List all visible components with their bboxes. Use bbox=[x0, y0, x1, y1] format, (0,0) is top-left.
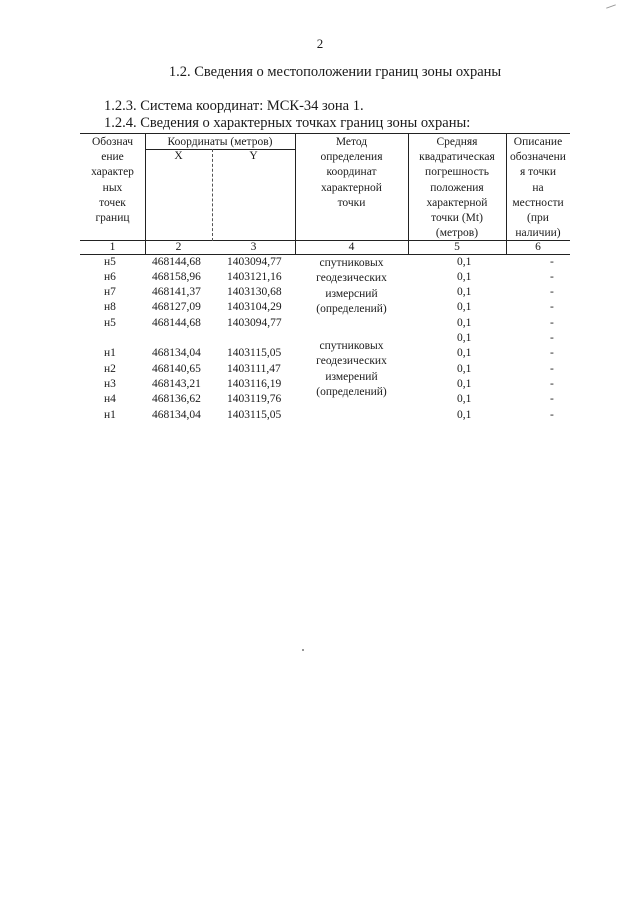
coord-y: 1403104,29 bbox=[227, 301, 282, 313]
description-value: - bbox=[550, 332, 554, 344]
coordinate-system-line: 1.2.3. Система координат: МСК-34 зона 1. bbox=[104, 98, 364, 114]
coord-x: 468134,04 bbox=[152, 347, 201, 359]
error-value: 0,1 bbox=[457, 363, 472, 375]
coord-x: 468144,68 bbox=[152, 256, 201, 268]
error-value: 0,1 bbox=[457, 409, 472, 421]
header-error: Средняя квадратическая погрешность положения характерной точки (Mt) (метров) bbox=[419, 136, 495, 240]
point-name: н7 bbox=[104, 286, 116, 298]
coord-y: 1403130,68 bbox=[227, 286, 282, 298]
description-value: - bbox=[550, 378, 554, 390]
point-name: н5 bbox=[104, 256, 116, 268]
column-number-4: 4 bbox=[348, 241, 355, 253]
header-x: X bbox=[174, 150, 183, 162]
column-number-2: 2 bbox=[175, 241, 182, 253]
error-value: 0,1 bbox=[457, 256, 472, 268]
point-name: н1 bbox=[104, 409, 116, 421]
error-value: 0,1 bbox=[457, 393, 472, 405]
description-value: - bbox=[550, 393, 554, 405]
point-name: н1 bbox=[104, 347, 116, 359]
coord-y: 1403115,05 bbox=[227, 347, 282, 359]
table-top-border bbox=[80, 133, 570, 134]
coord-x: 468136,62 bbox=[152, 393, 201, 405]
header-coordinates: Координаты (метров) bbox=[167, 136, 273, 148]
description-value: - bbox=[550, 286, 554, 298]
coord-x: 468134,04 bbox=[152, 409, 201, 421]
description-value: - bbox=[550, 409, 554, 421]
description-value: - bbox=[550, 301, 554, 313]
coord-x: 468141,37 bbox=[152, 286, 201, 298]
coord-y: 1403111,47 bbox=[227, 363, 281, 375]
description-value: - bbox=[550, 256, 554, 268]
error-value: 0,1 bbox=[457, 378, 472, 390]
error-value: 0,1 bbox=[457, 271, 472, 283]
coord-x: 468143,21 bbox=[152, 378, 201, 390]
scan-mark bbox=[606, 4, 616, 8]
scan-speck bbox=[302, 649, 304, 651]
column-number-1: 1 bbox=[109, 241, 116, 253]
error-value: 0,1 bbox=[457, 317, 472, 329]
coord-x: 468127,09 bbox=[152, 301, 201, 313]
coord-x: 468144,68 bbox=[152, 317, 201, 329]
point-name: н8 bbox=[104, 301, 116, 313]
points-heading-line: 1.2.4. Сведения о характерных точках границ зоны охраны: bbox=[104, 115, 471, 131]
section-title: 1.2. Сведения о местоположении границ зоны охраны bbox=[168, 64, 502, 80]
column-number-3: 3 bbox=[250, 241, 257, 253]
page-number: 2 bbox=[316, 36, 324, 51]
method-text-group-1: спутниковых геодезических измерсний (определений) bbox=[316, 257, 387, 316]
point-name: н4 bbox=[104, 393, 116, 405]
error-value: 0,1 bbox=[457, 301, 472, 313]
header-method: Метод определения координат характерной точки bbox=[320, 136, 383, 209]
header-description: Описание обозначени я точки на местности (при наличии) bbox=[510, 136, 566, 240]
description-value: - bbox=[550, 363, 554, 375]
description-value: - bbox=[550, 317, 554, 329]
coord-y: 1403115,05 bbox=[227, 409, 282, 421]
point-name: н5 bbox=[104, 317, 116, 329]
method-text-group-2: спутниковых геодезических измерений (определений) bbox=[316, 340, 387, 399]
coord-x: 468158,96 bbox=[152, 271, 201, 283]
column-number-5: 5 bbox=[454, 241, 460, 253]
point-name: н3 bbox=[104, 378, 116, 390]
description-value: - bbox=[550, 271, 554, 283]
point-name: н6 bbox=[104, 271, 116, 283]
description-value: - bbox=[550, 347, 554, 359]
coord-x: 468140,65 bbox=[152, 363, 201, 375]
column-number-6: 6 bbox=[535, 241, 541, 253]
coord-y: 1403094,77 bbox=[227, 256, 282, 268]
coord-y: 1403116,19 bbox=[227, 378, 282, 390]
point-name: н2 bbox=[104, 363, 116, 375]
error-value: 0,1 bbox=[457, 286, 472, 298]
error-value: 0,1 bbox=[457, 332, 472, 344]
error-value: 0,1 bbox=[457, 347, 472, 359]
coord-y: 1403119,76 bbox=[227, 393, 282, 405]
header-designation: Обознач ение характер ных точек границ bbox=[91, 136, 134, 225]
coord-y: 1403121,16 bbox=[227, 271, 282, 283]
coord-y: 1403094,77 bbox=[227, 317, 282, 329]
header-y: Y bbox=[249, 150, 258, 162]
